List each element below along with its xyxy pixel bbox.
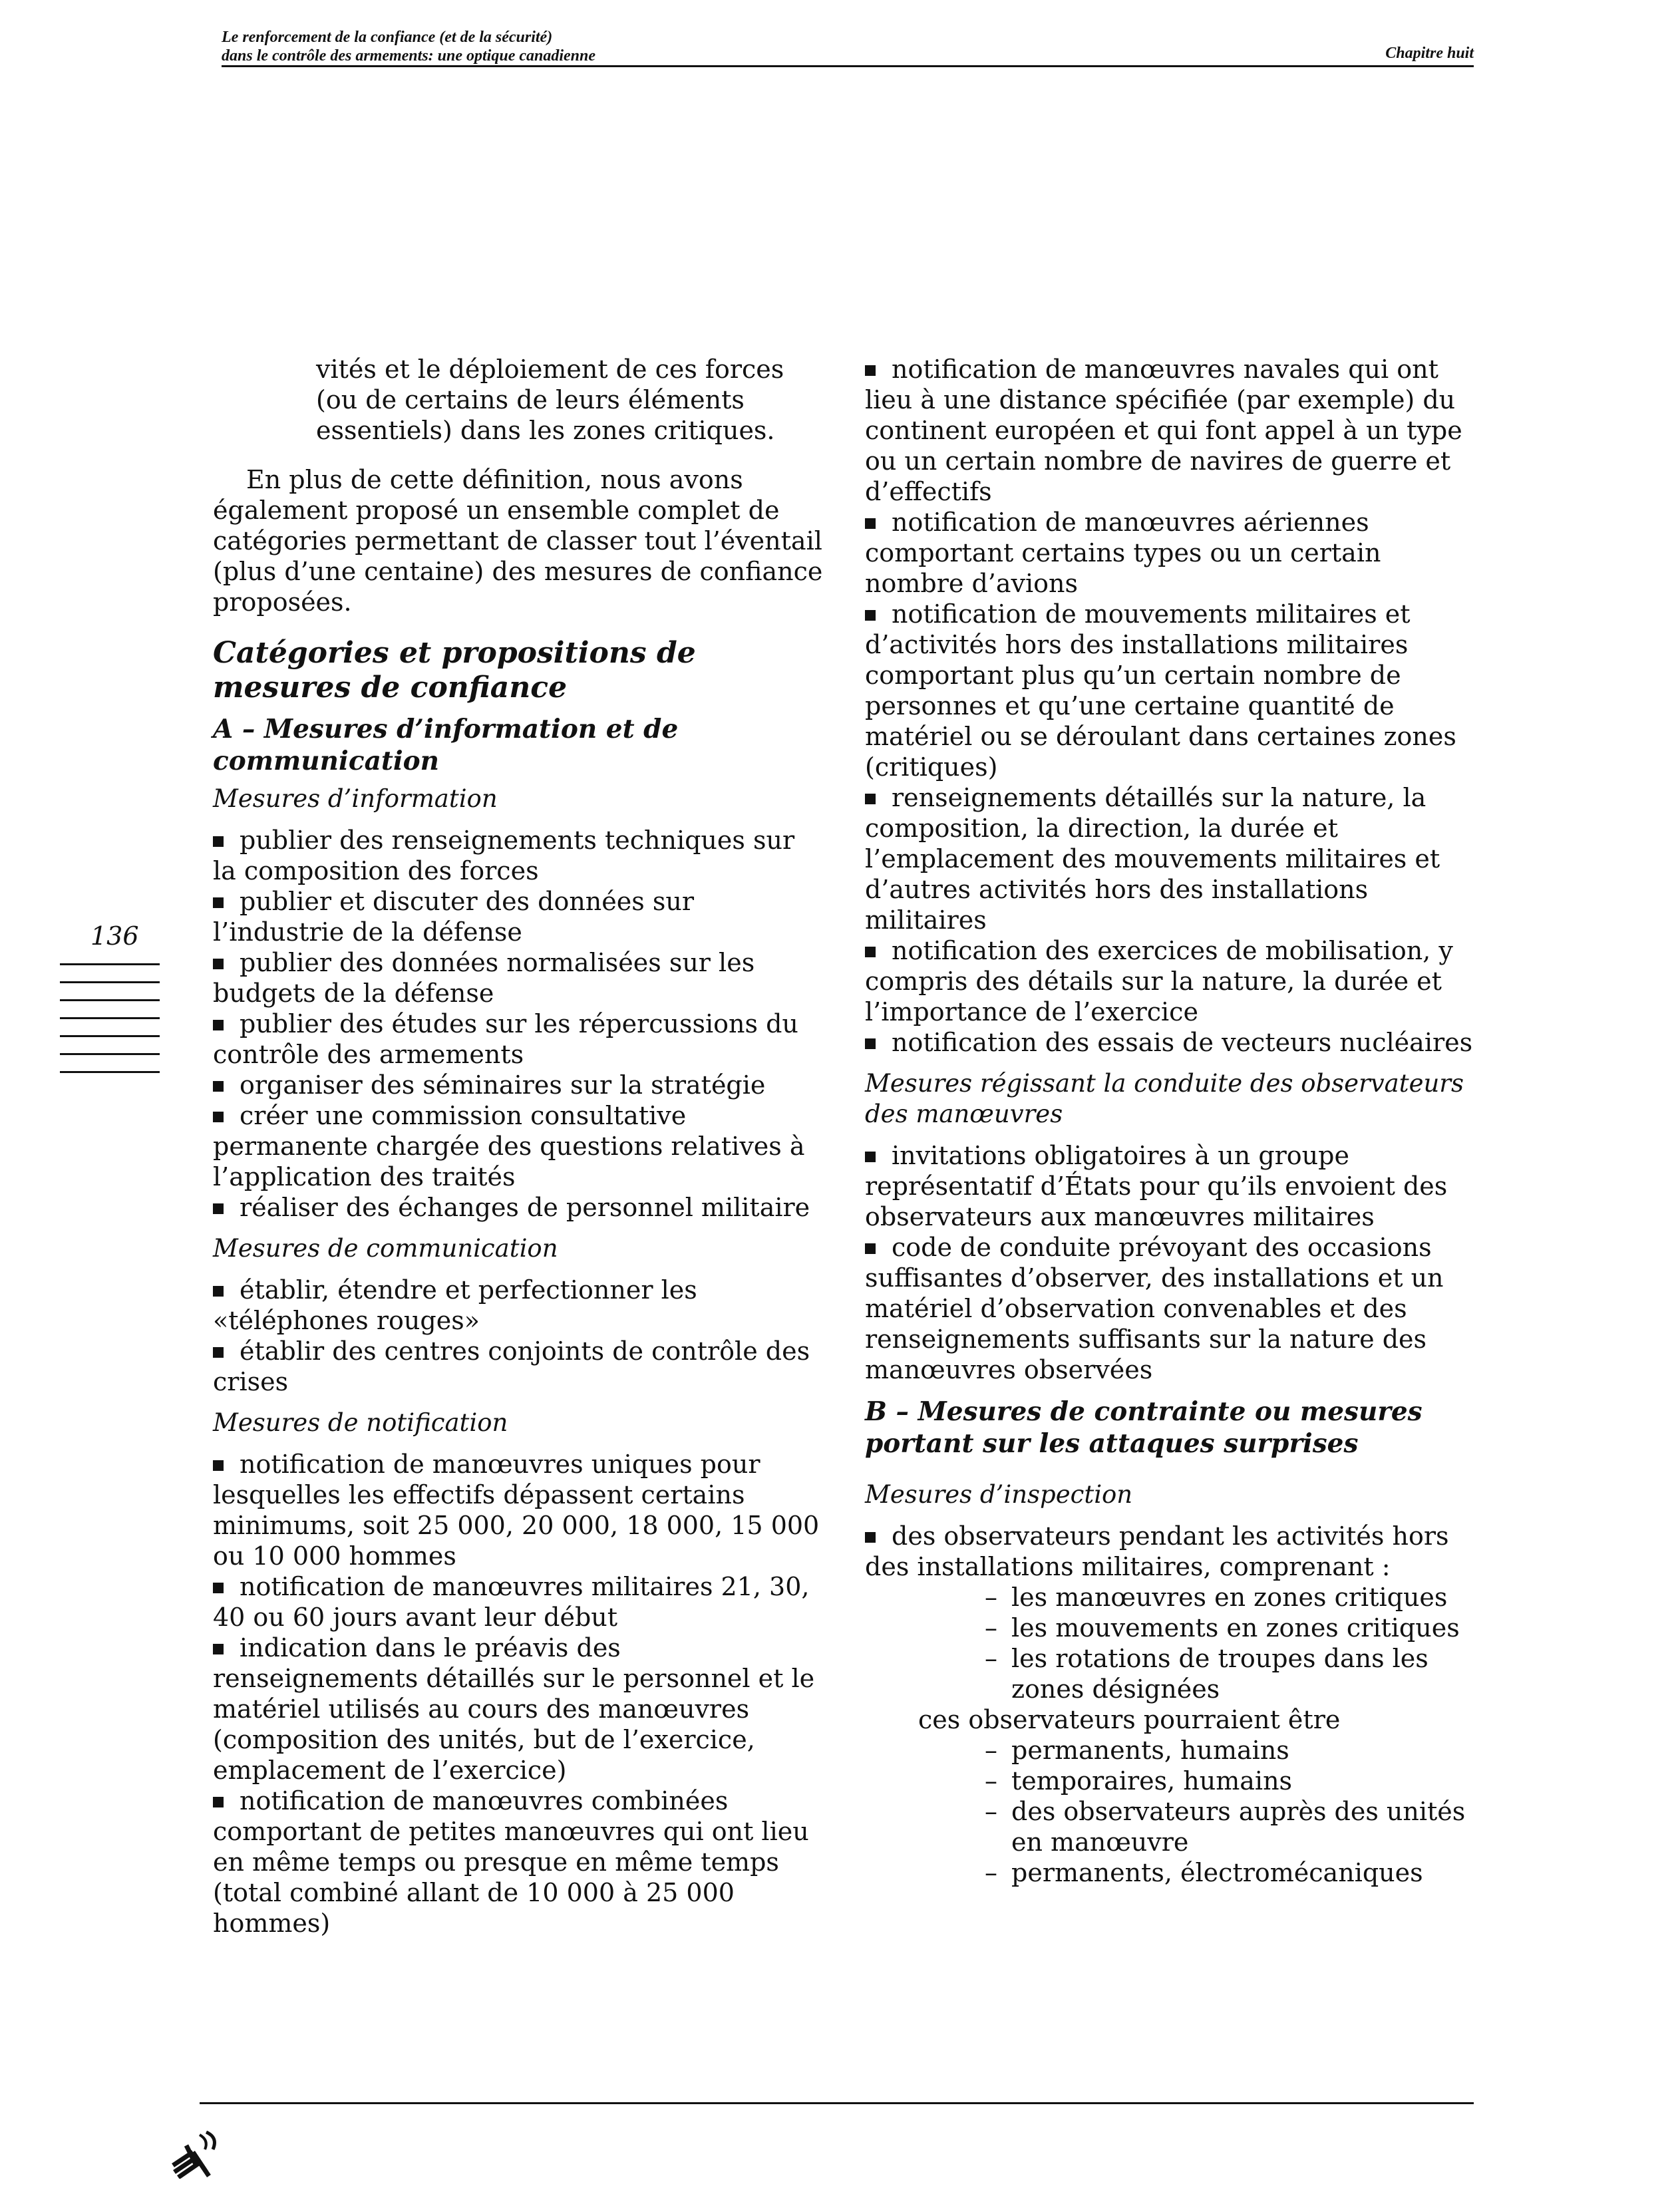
category-observers: Mesures régissant la conduite des observateurs des manœuvres	[865, 1069, 1464, 1128]
list-item: notification de manœuvres aériennes comportant certains types ou un certain nombre d’avions	[865, 507, 1484, 599]
notification-list-continued	[865, 354, 1484, 1058]
category-information: Mesures d’information	[213, 784, 498, 813]
dash-item: – les manœuvres en zones critiques	[985, 1582, 1484, 1613]
header-title-line-1: Le renforcement de la confiance (et de la sécurité)	[222, 29, 553, 46]
subheading-b: B – Mesures de contrainte ou mesures portant sur les attaques surprises	[865, 1396, 1423, 1459]
publisher-logo-icon	[166, 2125, 226, 2179]
left-column	[213, 354, 825, 1949]
list-item: publier des données normalisées sur les budgets de la défense	[213, 947, 825, 1009]
header-title-line-2: dans le contrôle des armements: une optique canadienne	[222, 47, 596, 65]
category-communication: Mesures de communication	[213, 1234, 558, 1263]
dash-item: – les rotations de troupes dans les zones désignées	[985, 1643, 1484, 1704]
list-item: publier des études sur les répercussions du contrôle des armements	[213, 1009, 825, 1070]
margin-decoration-lines	[60, 963, 160, 1089]
right-column	[865, 354, 1484, 1888]
notification-list	[213, 1449, 825, 1939]
list-item: des observateurs pendant les activités hors des installations militaires, comprenant :	[865, 1521, 1484, 1582]
dash-item: – permanents, humains	[985, 1735, 1484, 1766]
category-inspection: Mesures d’inspection	[865, 1480, 1133, 1509]
chapter-label: Chapitre huit	[1385, 45, 1474, 62]
dash-item: – les mouvements en zones critiques	[985, 1613, 1484, 1643]
list-item: notification de manœuvres combinées comportant de petites manœuvres qui ont lieu en même temps ou presque en même temps (total combiné allant de 10 000 à 25 000 hommes)	[213, 1786, 825, 1939]
category-notification: Mesures de notification	[213, 1408, 508, 1437]
list-item: notification de mouvements militaires et d’activités hors des installations militaires comportant plus qu’un certain nombre de personnes et qu’une certaine quantité de matériel ou se déroulant dans certaines zones (critiques)	[865, 599, 1484, 782]
list-item: établir des centres conjoints de contrôle des crises	[213, 1336, 825, 1397]
continuation-paragraph: vités et le déploiement de ces forces (ou de certains de leurs éléments essentiels) dans les zones critiques.	[316, 355, 784, 445]
header-rule	[222, 65, 1474, 67]
body-paragraph: En plus de cette définition, nous avons également proposé un ensemble complet de catégories permettant de classer tout l’éventail (plus d’une centaine) des mesures de confiance proposées.	[213, 465, 823, 617]
list-item: établir, étendre et perfectionner les «téléphones rouges»	[213, 1275, 825, 1336]
list-item: notification de manœuvres militaires 21, 30, 40 ou 60 jours avant leur début	[213, 1571, 825, 1633]
list-item: indication dans le préavis des renseignements détaillés sur le personnel et le matériel utilisés au cours des manœuvres (composition des unités, but de l’exercice, emplacement de l’exercice)	[213, 1633, 825, 1786]
list-item: organiser des séminaires sur la stratégie	[213, 1070, 825, 1100]
list-item: publier et discuter des données sur l’industrie de la défense	[213, 886, 825, 947]
list-item: réaliser des échanges de personnel militaire	[213, 1192, 825, 1223]
inspection-list	[865, 1521, 1484, 1582]
list-item: code de conduite prévoyant des occasions suffisantes d’observer, des installations et un matériel d’observation convenables et des renseignements suffisants sur la nature des manœuvres observées	[865, 1232, 1484, 1385]
list-item: notification de manœuvres navales qui ont lieu à une distance spécifiée (par exemple) du continent européen et qui font appel à un type ou un certain nombre de navires de guerre et d’effectifs	[865, 354, 1484, 507]
list-item: créer une commission consultative permanente chargée des questions relatives à l’application des traités	[213, 1100, 825, 1192]
running-header-title	[222, 28, 1153, 65]
information-list	[213, 825, 825, 1223]
list-item: notification de manœuvres uniques pour lesquelles les effectifs dépassent certains minimums, soit 25 000, 20 000, 18 000, 15 000 ou 10 000 hommes	[213, 1449, 825, 1571]
subheading-a: A – Mesures d’information et de communication	[213, 714, 679, 776]
page-number: 136	[90, 921, 139, 951]
dash-item: – des observateurs auprès des unités en manœuvre	[985, 1796, 1484, 1857]
list-item: notification des essais de vecteurs nucléaires	[865, 1027, 1484, 1058]
observers-list	[865, 1140, 1484, 1385]
section-heading: Catégories et propositions de mesures de confiance	[213, 636, 696, 704]
footer-rule	[200, 2102, 1474, 2104]
dash-item: – permanents, électromécaniques	[985, 1857, 1484, 1888]
inspection-dash-list	[865, 1582, 1484, 1704]
observers-could-be-line: ces observateurs pourraient être	[918, 1705, 1341, 1734]
list-item: renseignements détaillés sur la nature, la composition, la direction, la durée et l’emplacement des mouvements militaires et d’autres activités hors des installations militaires	[865, 782, 1484, 935]
communication-list	[213, 1275, 825, 1397]
dash-item: – temporaires, humains	[985, 1766, 1484, 1796]
list-item: notification des exercices de mobilisation, y compris des détails sur la nature, la durée et l’importance de l’exercice	[865, 935, 1484, 1027]
list-item: invitations obligatoires à un groupe représentatif d’États pour qu’ils envoient des observateurs aux manœuvres militaires	[865, 1140, 1484, 1232]
observer-types-list	[865, 1735, 1484, 1888]
list-item: publier des renseignements techniques sur la composition des forces	[213, 825, 825, 886]
